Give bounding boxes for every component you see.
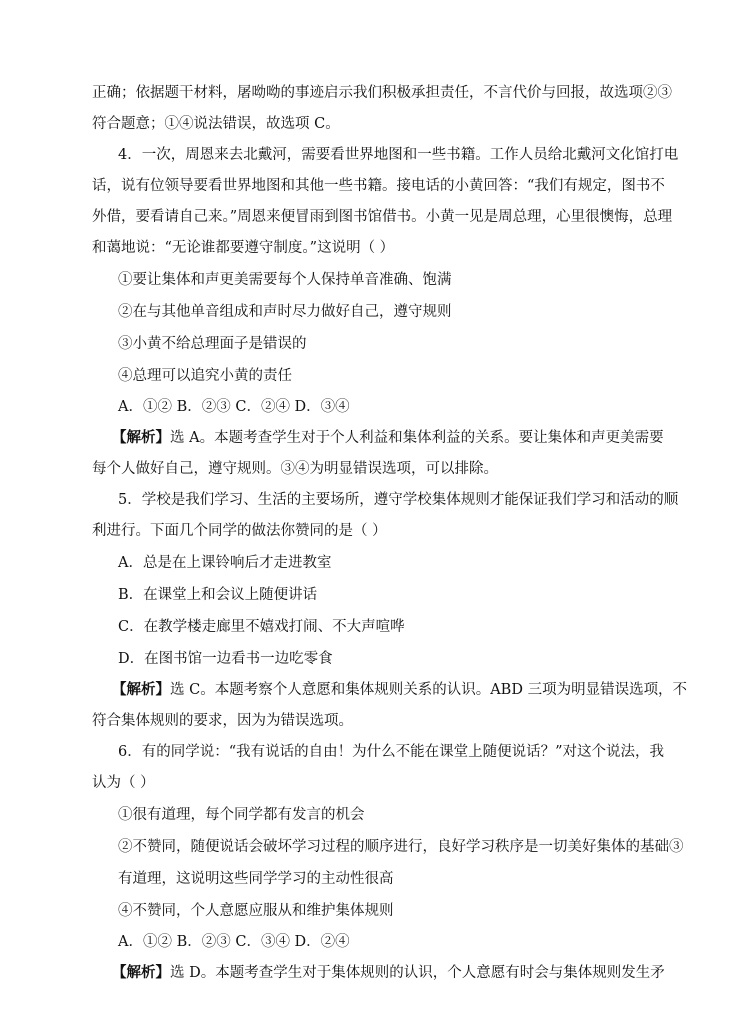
text-line: 每个人做好自己，遵守规则。③④为明显错误选项，可以排除。 [92,461,498,477]
option-line: ①要让集体和声更美需要每个人保持单音准确、饱满 [118,272,452,288]
option-line: D．在图书馆一边看书一边吃零食 [118,651,333,667]
option-line: ④总理可以追究小黄的责任 [118,368,292,384]
text-line: 符合集体规则的要求，因为为错误选项。 [92,713,353,729]
question-5-stem: 5．学校是我们学习、生活的主要场所，遵守学校集体规则才能保证我们学习和活动的顺 [118,492,679,508]
answer-choices: A．①② B．②③ C．②④ D．③④ [118,399,350,415]
option-line: ④不赞同，个人意愿应服从和维护集体规则 [118,903,394,919]
text-line: 外借，要看请自己来。”周恩来便冒雨到图书馆借书。小黄一见是周总理，心里很懊悔，总理 [92,209,673,225]
text-line: 利进行。下面几个同学的做法你赞同的是（ ） [92,523,387,539]
option-line: B．在课堂上和会议上随便讲话 [118,587,318,603]
analysis-label: 【解析】 [112,681,170,698]
analysis-text: 选 D。本题考查学生对于集体规则的认识，个人意愿有时会与集体规则发生矛 [170,965,665,981]
option-line: C．在教学楼走廊里不嬉戏打闹、不大声喧哗 [118,619,405,635]
analysis-label: 【解析】 [112,964,170,981]
option-line: ①很有道理，每个同学都有发言的机会 [118,807,365,823]
text-line: 正确；依据题干材料，屠呦呦的事迹启示我们积极承担责任，不言代价与回报，故选项②③ [92,85,672,101]
analysis-line [112,963,665,983]
option-line: A．总是在上课铃响后才走进教室 [118,555,332,571]
text-line: 认为（ ） [92,775,155,791]
text-line: 话，说有位领导要看世界地图和其他一些书籍。接电话的小黄回答：“我们有规定，图书不 [92,178,665,194]
text-line: 符合题意；①④说法错误，故选项 C。 [92,116,340,132]
analysis-line [112,428,664,448]
analysis-label: 【解析】 [112,429,170,446]
analysis-line [112,680,687,700]
question-6-stem: 6．有的同学说：“我有说话的自由！为什么不能在课堂上随便说话？”对这个说法，我 [118,744,665,760]
option-line: ②不赞同，随便说话会破坏学习过程的顺序进行，良好学习秩序是一切美好集体的基础③ [118,839,684,855]
option-line: ②在与其他单音组成和声时尽力做好自己，遵守规则 [118,304,452,320]
analysis-text: 选 A。本题考查学生对于个人利益和集体利益的关系。要让集体和声更美需要 [170,430,664,446]
answer-choices: A．①② B．②③ C．③④ D．②④ [118,934,350,950]
text-line: 和蔼地说：“无论谁都要遵守制度。”这说明（ ） [92,240,395,256]
option-line: 有道理，这说明这些同学学习的主动性很高 [118,871,394,887]
question-4-stem: 4．一次，周恩来去北戴河，需要看世界地图和一些书籍。工作人员给北戴河文化馆打电 [118,147,679,163]
analysis-text: 选 C。本题考察个人意愿和集体规则关系的认识。ABD 三项为明显错误选项，不 [170,682,688,698]
option-line: ③小黄不给总理面子是错误的 [118,336,307,352]
